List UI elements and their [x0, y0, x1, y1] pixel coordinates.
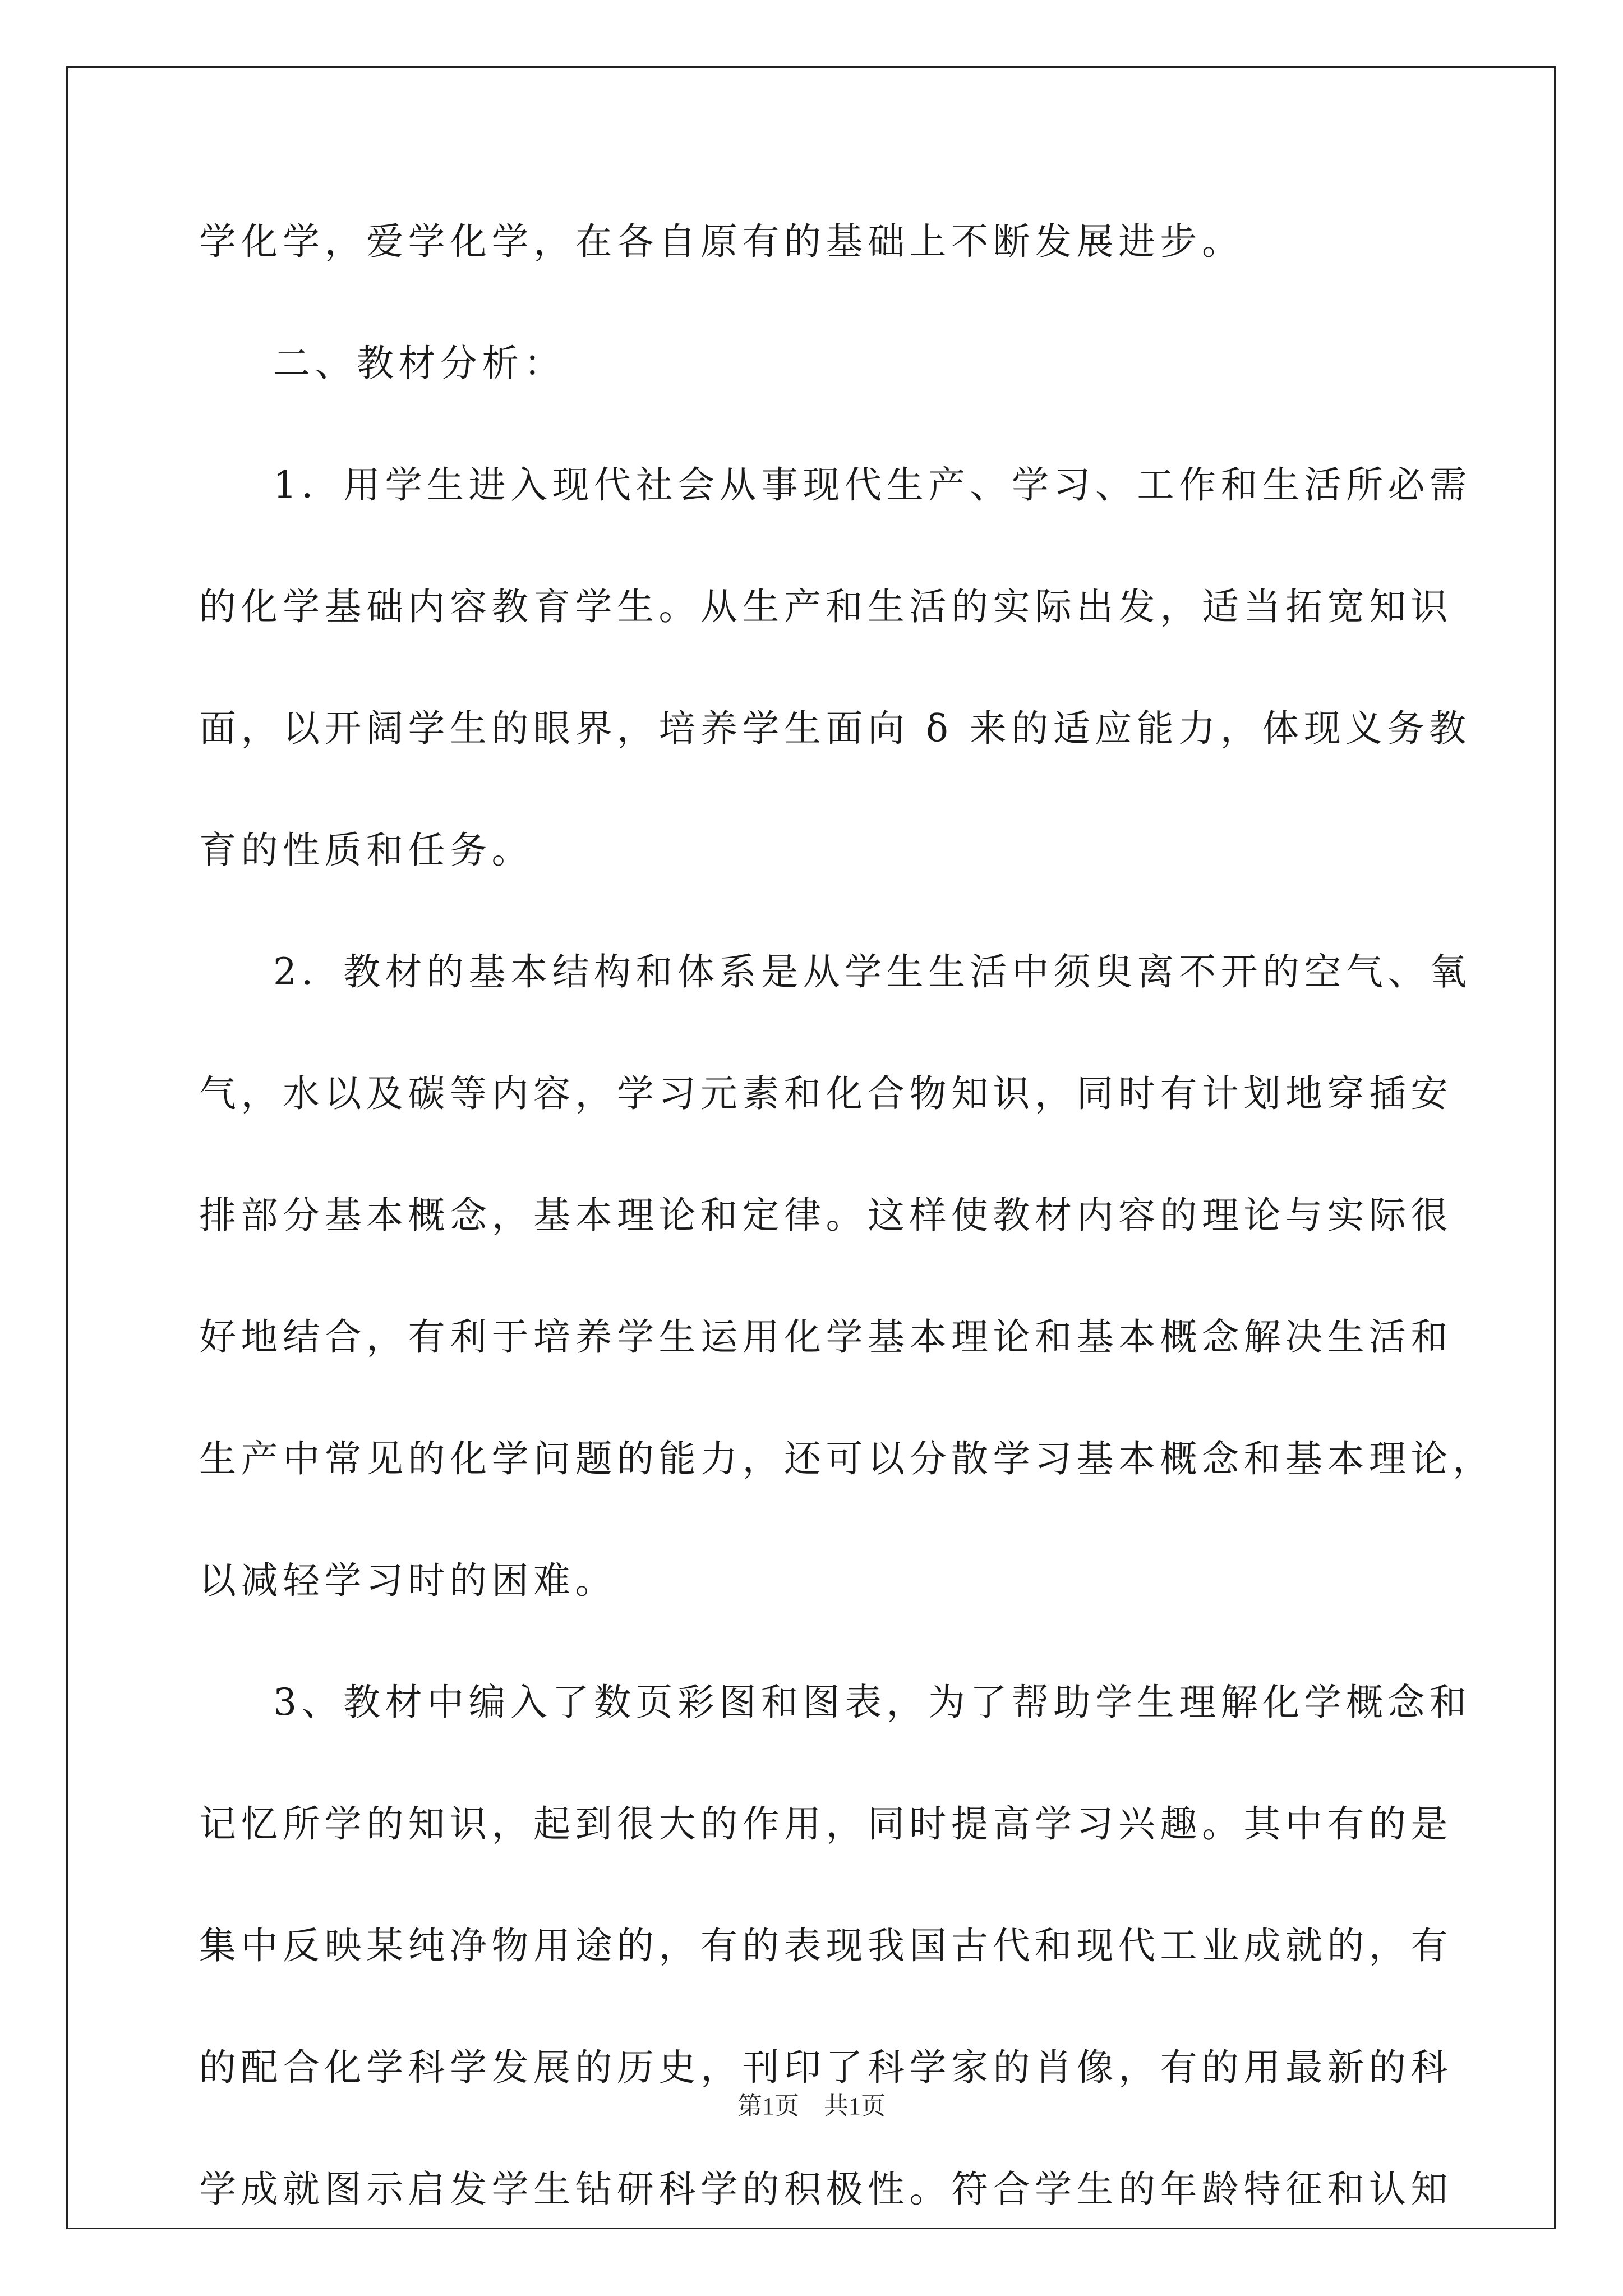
- document-body: [199, 211, 1495, 2280]
- text-line: 学化学，爱学化学，在各自原有的基础上不断发展进步。: [199, 220, 1244, 263]
- text-line: 的配合化学科学发展的历史，刊印了科学家的肖像，有的用最新的科: [199, 2046, 1453, 2089]
- text-line: 的化学基础内容教育学生。从生产和生活的实际出发，适当拓宽知识: [199, 585, 1453, 628]
- text-line: 记忆所学的知识，起到很大的作用，同时提高学习兴趣。其中有的是: [199, 1802, 1453, 1846]
- text-line: 集中反映某纯净物用途的，有的表现我国古代和现代工业成就的，有: [199, 1924, 1453, 1967]
- text-line: 育的性质和任务。: [199, 829, 533, 872]
- text-line: 3、教材中编入了数页彩图和图表，为了帮助学生理解化学概念和: [273, 1681, 1472, 1724]
- text-line: 学成就图示启发学生钻研科学的积极性。符合学生的年龄特征和认知: [199, 2168, 1453, 2211]
- page-number: 第1页: [737, 2092, 799, 2120]
- text-line: 生产中常见的化学问题的能力，还可以分散学习基本概念和基本理论，: [199, 1437, 1495, 1480]
- page-footer: [0, 2086, 1623, 2122]
- text-line: 气，水以及碳等内容，学习元素和化合物知识，同时有计划地穿插安: [199, 1072, 1453, 1115]
- text-line: 好地结合，有利于培养学生运用化学基本理论和基本概念解决生活和: [199, 1315, 1453, 1359]
- page-total: 共1页: [824, 2092, 886, 2120]
- text-line: 以减轻学习时的困难。: [199, 1559, 617, 1602]
- section-heading: 二、教材分析：: [273, 342, 566, 385]
- text-line: 排部分基本概念，基本理论和定律。这样使教材内容的理论与实际很: [199, 1194, 1453, 1237]
- text-line: 2．教材的基本结构和体系是从学生生活中须臾离不开的空气、氧: [273, 950, 1472, 993]
- text-line: 面，以开阔学生的眼界，培养学生面向 δ 来的适应能力，体现义务教: [199, 707, 1471, 750]
- text-line: 1．用学生进入现代社会从事现代生产、学习、工作和生活所必需: [273, 463, 1472, 507]
